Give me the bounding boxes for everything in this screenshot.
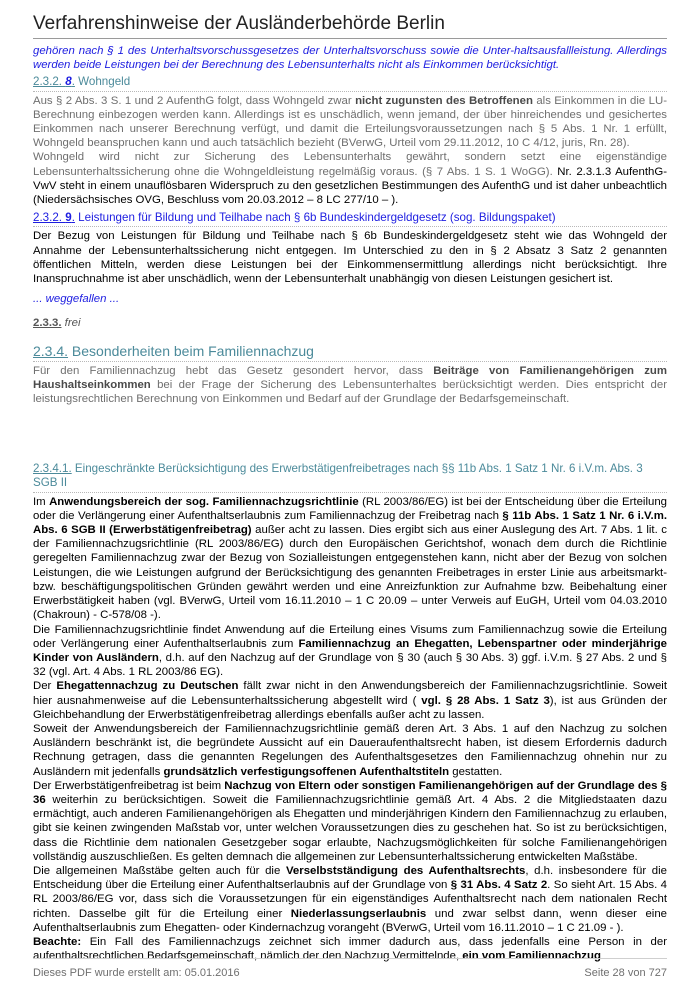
document-body <box>33 44 667 963</box>
erwerb-paragraph-3: Der Ehegattennachzug zu Deutschen fällt zwar nicht in den Anwendungsbereich der Familiennachzugsrichtlinie. Soweit hier ausnahmenweise auf die Lebensunterhaltssicherung abgestellt wird ( vgl. § 28 Abs. 1 Satz 3), ist aus Gründen der Gleichbehandlung der Erwerbstätigenfreibetrag allerdings ebenfalls außer acht zu lassen. <box>33 680 667 721</box>
erwerb-paragraph-7: Beachte: Ein Fall des Familiennachzugs zeichnet sich immer dadurch aus, dass jedenfalls eine Person in der aufenthaltsrechtlichen Bedarfsgemeinschaft, nämlich der den Nachzug Vermittelnde, ein vom Familiennachzug <box>33 935 667 963</box>
erwerb-paragraph-4: Soweit der Anwendungsbereich der Familiennachzugsrichtlinie gemäß deren Art. 3 Abs. 1 auf den Nachzug zu solchen Ausländern beschränkt ist, die begründete Aussicht auf ein Daueraufenthaltsrecht haben, ist diesem Erfordernis dadurch Rechnung getragen, dass die genannten Regelungen des Aufenthaltsgesetzes den Familiennachzug ohnehin nur zu Ausländern mit jedenfalls grundsätzlich verfestigungsoffenen Aufenthaltstiteln gestatten. <box>33 722 667 778</box>
erwerb-paragraph-5: Der Erwerbstätigenfreibetrag ist beim Nachzug von Eltern oder sonstigen Familienangehörigen auf der Grundlage des § 36 weiterhin zu berücksichtigen. Soweit die Familiennachzugsrichtlinie gemäß Art. 4 Abs. 2 die Mitgliedstaaten dazu ermächtigt, auch anderen Familienangehörigen als Ehegatten und minderjährigen Kindern den Familiennachzug zu erlauben, gibt sie keinen zwingenden Maßstab vor, unter welchen Voraussetzungen dies zu geschehen hat. So ist zu berücksichtigen, dass die Richtlinie dem nationalen Gesetzgeber sogar erlaubte, Nachzugsmöglichkeiten für solche Familienangehörigen vollständig auszuschließen. Es gelten demnach die allgemeinen zur Lebensunterhaltssicherung entwickelten Maßstäbe. <box>33 779 667 863</box>
wohngeld-paragraph-2: Wohngeld wird nicht zur Sicherung des Lebensunterhalts gewährt, sondern setzt eine eigenständige Lebensunterhaltssicherung ohne die Wohngeldleistung regelmäßig voraus. (§ 7 Abs. 1 S. 1 WoGG). Nr. 2.3.1.3 AufenthG-VwV steht in einem unauflösbaren Widerspruch zu den gesetzlichen Bestimmungen des AufenthG und ist daher unbeachtlich (Niedersächsisches OVG, Beschluss vom 20.03.2012 – 8 LC 277/10 – ). <box>33 151 667 207</box>
section-number-link[interactable]: 2.3.4. <box>33 342 69 359</box>
heading-bildung <box>33 211 667 227</box>
weggefallen-note: ... weggefallen ... <box>33 293 120 306</box>
page-title: Verfahrenshinweise der Ausländerbehörde Berlin <box>33 13 445 34</box>
heading-wohngeld <box>33 75 667 91</box>
heading-title: Eingeschränkte Berücksichtigung des Erwerbstätigenfreibetrages nach §§ 11b Abs. 1 Satz 1 Nr. 6 i.V.m. Abs. 3 SGB II <box>33 462 643 490</box>
section-number: 2.3.3. <box>33 317 62 330</box>
header-divider <box>33 38 667 39</box>
bildung-paragraph: Der Bezug von Leistungen für Bildung und Teilhabe nach § 6b Bundeskindergeldgesetz steht wie das Wohngeld der Annahme der Lebensunterhaltssicherung nicht entgegen. Im Unterschied zu den in § 2 Absatz 3 Satz 2 genannten öffentlichen Mitteln, werden diese Leistungen bei der Einkommensermittlung allerdings nicht berücksichtigt. Ihre Inanspruchnahme ist aber unschädlich, wenn der Lebensunterhalt unabhängig von diesen Leistungen gesichert ist. <box>33 230 667 286</box>
erwerb-paragraph-2: Die Familiennachzugsrichtlinie findet Anwendung auf die Erteilung eines Visums zum Familiennachzug sowie die Erteilung oder Verlängerung einer Aufenthaltserlaubnis zum Familiennachzug an Ehegatten, Lebenspartner oder minderjährige Kinder von Ausländern, d.h. auf den Nachzug auf der Grundlage von § 30 (auch § 30 Abs. 3) ggf. i.V.m. § 27 Abs. 2 und § 32 (vgl. Art. 4 Abs. 1 RL 2003/86 EG). <box>33 623 667 679</box>
familiennachzug-paragraph: Für den Familiennachzug hebt das Gesetz gesondert hervor, dass Beiträge von Familienangehörigen zum Haushaltseinkommen bei der Frage der Sicherung des Lebensunterhaltes berücksichtigt werden. Dies entspricht der leistungsrechtlichen Berechnung von Einkommen und Bedarf auf der Grundlage der Bedarfsgemeinschaft. <box>33 364 667 406</box>
footer-created-date: Dieses PDF wurde erstellt am: 05.01.2016 <box>33 967 240 979</box>
intro-paragraph: gehören nach § 1 des Unterhaltsvorschussgesetzes der Unterhaltsvorschuss sowie die Unter-haltsausfallleistung. Allerdings werden beide Leistungen bei der Berechnung des Lebensunterhalts nicht als Einkommen berücksichtigt. <box>33 45 667 72</box>
footer-page-number: Seite 28 von 727 <box>584 967 667 979</box>
frei-section: 2.3.3. frei <box>33 317 81 330</box>
heading-title: Wohngeld <box>78 75 131 89</box>
heading-title: Besonderheiten beim Familiennachzug <box>71 342 314 359</box>
footer-divider <box>33 958 667 959</box>
section-number-link[interactable]: 2.3.4.1. <box>33 462 72 476</box>
erwerb-paragraph-1: Im Anwendungsbereich der sog. Familiennachzugsrichtlinie (RL 2003/86/EG) ist bei der Entscheidung über die Erteilung oder die Verlängerung einer Aufenthaltserlaubnis zum Familiennachzug der Freibetrag nach § 11b Abs. 1 Satz 1 Nr. 6 i.V.m. Abs. 6 SGB II (Erwerbstätigenfreibetrag) außer acht zu lassen. Dies ergibt sich aus einer Auslegung des Art. 7 Abs. 1 lit. c der Familiennachzugsrichtlinie (RL 2003/86/EG) durch den Europäischen Gerichtshof, wonach dem durch die Richtlinie geregelten Familiennachzug zwar der Bezug von Sozialleistungen entgegenstehen kann, nicht aber der Bezug von solchen Leistungen, die wie Leistungen aufgrund der Berücksichtigung des genannten Freibetrages in erster Linie aus arbeitsmarkt- bzw. beschäftigungspolitischen Gründen gewährt werden und eine Anreizfunktion zur Aufnahme bzw. Beibehaltung einer Erwerbstätigkeit haben (vgl. BVerwG, Urteil vom 16.11.2010 – 1 C 20.09 – unter Verweis auf EuGH, Urteil vom 04.03.2010 (Chakroun) - C-578/08 -). <box>33 495 667 622</box>
wohngeld-paragraph-1: Aus § 2 Abs. 3 S. 1 und 2 AufenthG folgt, dass Wohngeld zwar nicht zugunsten des Betroffenen als Einkommen in die LU- Berechnung einbezogen werden kann. Allerdings ist es unschädlich, wenn jemand, der über hinreichendes und gesichertes Einkommen nach unserer Berechnung verfügt, und damit die Erteilungsvoraussetzungen nach § 5 Abs. 1 Nr. 1 erfüllt, Wohngeld beanspruchen kann und auch tatsächlich bezieht (BVerwG, Urteil vom 29.11.2012, 10 C 4/12, juris, Rn. 28). <box>33 94 667 150</box>
section-number-link[interactable]: 2.3.2. 8. <box>33 75 75 89</box>
heading-erwerbstaetigenfreibetrag <box>33 462 667 492</box>
heading-title: Leistungen für Bildung und Teilhabe nach § 6b Bundeskindergeldgesetz (sog. Bildungspaket) <box>78 211 556 225</box>
erwerb-paragraph-6: Die allgemeinen Maßstäbe gelten auch für die Verselbstständigung des Aufenthaltsrechts, d.h. insbesondere für die Entscheidung über die Erteilung einer Aufenthaltserlaubnis auf der Grundlage von § 31 Abs. 4 Satz 2. So sieht Art. 15 Abs. 4 RL 2003/86/EG vor, dass sich die Voraussetzungen für ein eigenständiges Aufenthaltsrecht nach dem nationalen Recht richten. Dasselbe gilt für die Erteilung einer Niederlassungserlaubnis und zwar selbst dann, wenn dieser eine Aufenthaltserlaubnis zum Ehegatten- oder Kindernachzug vorangeht (BVerwG, Urteil vom 16.11.2010 – 1 C 21.09 - ). <box>33 864 668 934</box>
section-number-link[interactable]: 2.3.2. 9. <box>33 211 75 225</box>
heading-familiennachzug <box>33 343 667 362</box>
